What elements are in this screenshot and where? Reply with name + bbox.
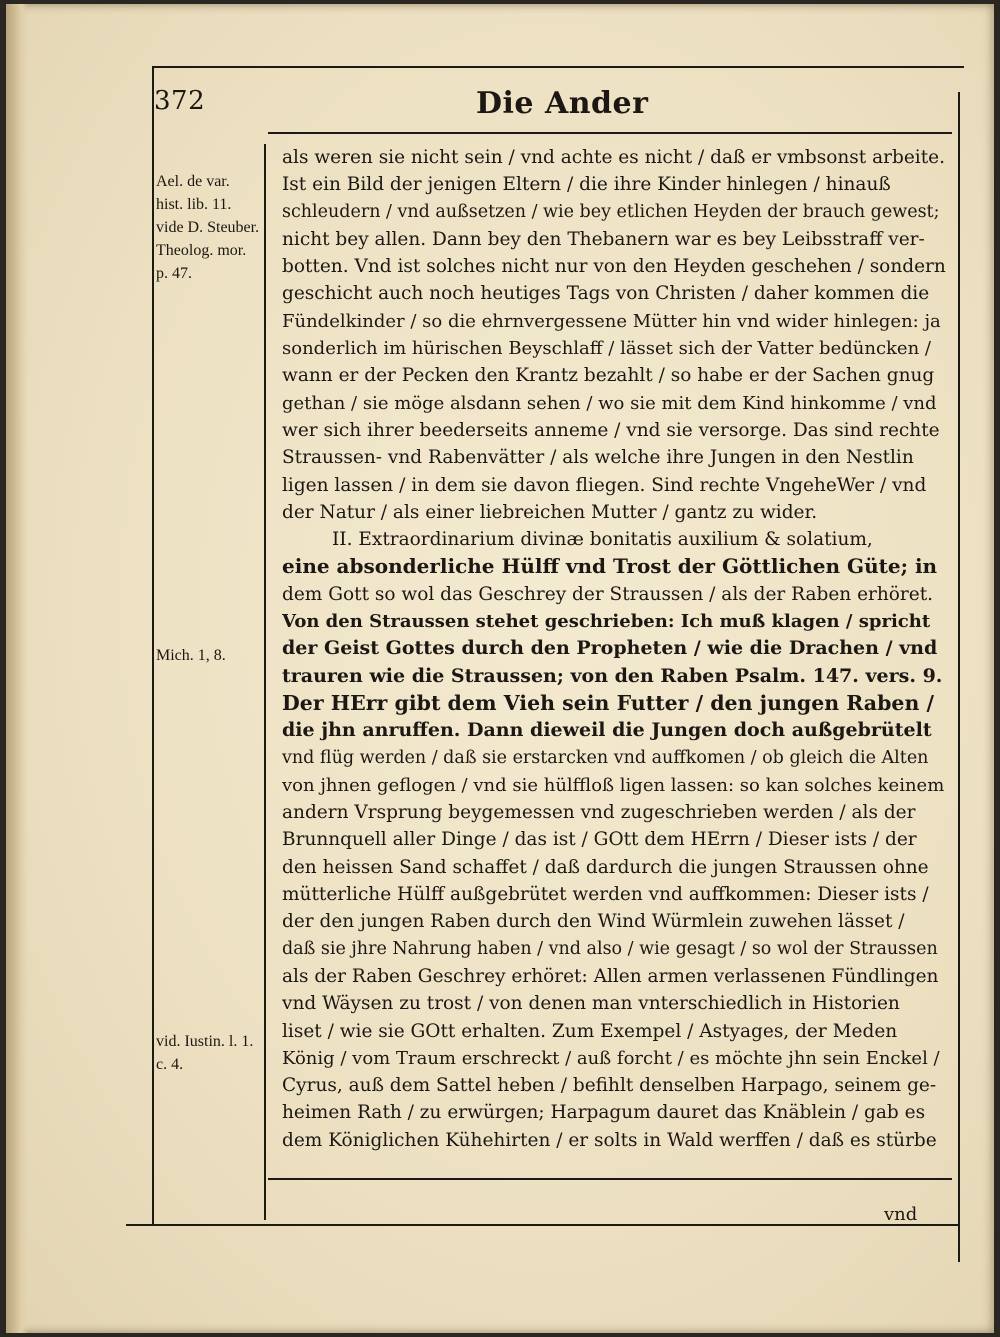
page-number: 372 xyxy=(154,86,206,116)
text-line: Straussen- vnd Rabenvätter / als welche ihre Jungen in den Nestlin xyxy=(282,447,914,469)
text-line: wann er der Pecken den Krantz bezahlt / so habe er der Sachen gnug xyxy=(282,365,935,387)
text-line: von jhnen geflogen / vnd sie hülffloß ligen lassen: so kan solches keinem xyxy=(282,774,945,796)
text-line: die jhn anruffen. Dann dieweil die Jungen doch außgebrütelt xyxy=(282,719,932,742)
text-line: II. Extraordinarium divinæ bonitatis auxilium & solatium, xyxy=(332,529,873,551)
text-line: ligen lassen / in dem sie davon fliegen. Sind rechte VngeheWer / vnd xyxy=(282,474,927,496)
book-page xyxy=(6,4,994,1333)
text-line: geschicht auch noch heutiges Tags von Christen / daher kommen die xyxy=(282,283,930,305)
text-line: sonderlich im hürischen Beyschlaff / lässet sich der Vatter bedüncken / xyxy=(282,338,931,360)
text-line: botten. Vnd ist solches nicht nur von den Heyden geschehen / sondern xyxy=(282,256,946,278)
catchword: vnd xyxy=(884,1204,918,1225)
text-line: König / vom Traum erschreckt / auß forcht / es möchte jhn sein Enckel / xyxy=(282,1047,940,1069)
text-line: trauren wie die Straussen; von den Raben Psalm. 147. vers. 9. xyxy=(282,664,943,687)
frame-bottom-rule xyxy=(126,1224,958,1226)
text-line: Fündelkinder / so die ehrnvergessene Mütter hin vnd wider hinlegen: ja xyxy=(282,310,941,332)
text-line: daß sie jhre Nahrung haben / vnd also / wie gesagt / so wol der Straussen xyxy=(282,938,938,959)
text-line: liset / wie sie GOtt erhalten. Zum Exempel / Astyages, der Meden xyxy=(282,1020,898,1042)
text-line: eine absonderliche Hülff vnd Trost der Göttlichen Güte; in xyxy=(282,554,938,579)
text-line: dem Königlichen Kühehirten / er solts in Wald werffen / daß es stürbe xyxy=(282,1129,937,1151)
frame-left-rule xyxy=(152,66,154,1226)
frame-right-rule xyxy=(958,92,960,1262)
text-line: heimen Rath / zu erwürgen; Harpagum dauret das Knäblein / gab es xyxy=(282,1102,926,1124)
margin-note-3: vid. Iustin. l. 1. c. 4. xyxy=(156,1033,254,1073)
text-line: als weren sie nicht sein / vnd achte es nicht / daß er vmbsonst arbeite. xyxy=(282,147,945,168)
text-line: Cyrus, auß dem Sattel heben / befihlt denselben Harpago, seinem ge- xyxy=(282,1075,937,1097)
text-line: Von den Straussen stehet geschrieben: Ich muß klagen / spricht xyxy=(282,611,931,633)
text-line: wer sich ihrer beederseits anneme / vnd sie versorge. Das sind rechte xyxy=(282,419,940,441)
text-line: Brunnquell aller Dinge / das ist / GOtt dem HErrn / Dieser ists / der xyxy=(282,829,917,851)
running-title: Die Ander xyxy=(476,86,649,121)
frame-top-rule xyxy=(152,66,964,68)
text-line: der Natur / als einer liebreichen Mutter / gantz zu wider. xyxy=(282,501,818,523)
text-line: als der Raben Geschrey erhöret: Allen armen verlassenen Fündlingen xyxy=(282,965,939,987)
text-line: vnd flüg werden / daß sie erstarcken vnd auffkomen / ob gleich die Alten xyxy=(282,747,929,768)
text-line: dem Gott so wol das Geschrey der Straussen / als der Raben erhöret. xyxy=(282,583,934,605)
text-line: den heissen Sand schaffet / daß dardurch die jungen Straussen ohne xyxy=(282,856,929,878)
text-line: gethan / sie möge alsdann sehen / wo sie mit dem Kind hinkomme / vnd xyxy=(282,392,937,414)
margin-note-2: Mich. 1, 8. xyxy=(156,647,226,664)
margin-note-1: Ael. de var. hist. lib. 11. vide D. Steuber. Theolog. mor. p. 47. xyxy=(156,173,260,282)
text-line: der Geist Gottes durch den Propheten / wie die Drachen / vnd xyxy=(282,637,938,660)
text-line: vnd Wäysen zu trost / von denen man vnterschiedlich in Historien xyxy=(282,993,900,1015)
text-line: schleudern / vnd außsetzen / wie bey etlichen Heyden der brauch gewest; xyxy=(282,201,940,222)
column-divider xyxy=(264,144,266,1220)
text-bottom-rule xyxy=(268,1178,952,1180)
text-line: nicht bey allen. Dann bey den Thebanern war es bey Leibsstraff ver- xyxy=(282,228,925,250)
header-rule xyxy=(268,132,952,134)
text-line: andern Vrsprung beygemessen vnd zugeschrieben werden / als der xyxy=(282,802,916,824)
text-line: Der HErr gibt dem Vieh sein Futter / den jungen Raben / xyxy=(282,690,934,715)
text-line: Ist ein Bild der jenigen Eltern / die ihre Kinder hinlegen / hinauß xyxy=(282,174,891,196)
text-line: der den jungen Raben durch den Wind Würmlein zuwehen lässet / xyxy=(282,911,905,933)
page-binding-shadow xyxy=(6,4,28,1333)
text-line: mütterliche Hülff außgebrütet werden vnd auffkommen: Dieser ists / xyxy=(282,884,929,906)
body-text xyxy=(282,144,946,1154)
